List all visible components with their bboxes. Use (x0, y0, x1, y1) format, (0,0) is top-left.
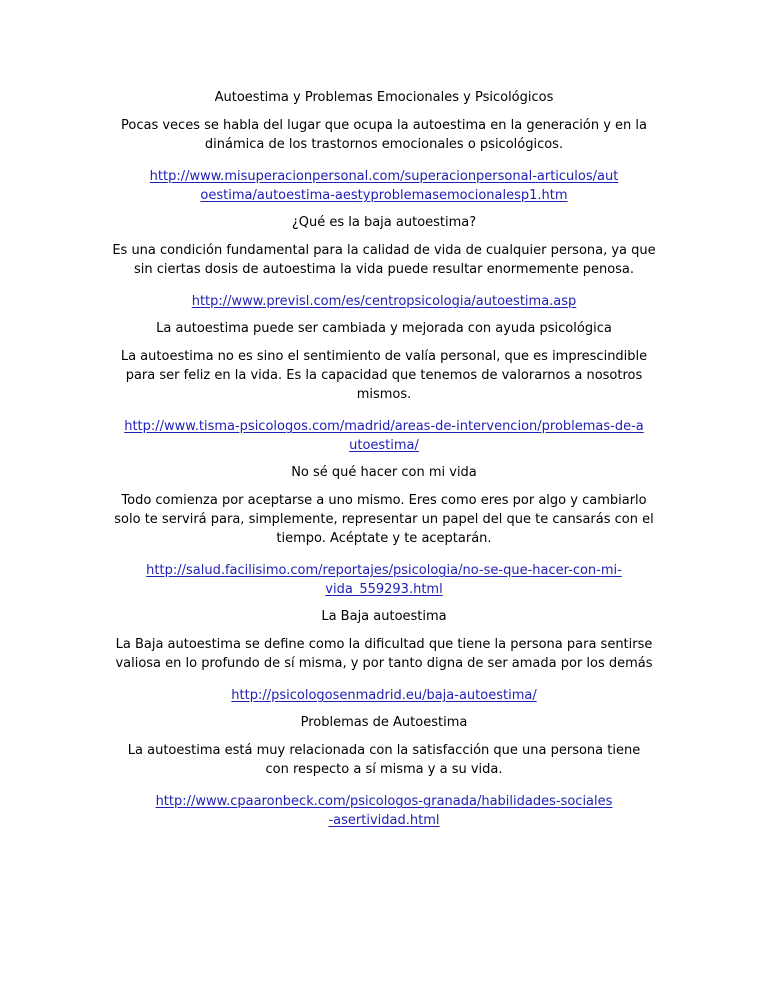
section-3-paragraph: La autoestima no es sino el sentimiento de valía personal, que es imprescindible para ser feliz en la vida. Es la capacidad que tenemos de valorarnos a nosotros mismos. (120, 349, 648, 402)
section-5-heading: La Baja autoestima (321, 609, 447, 624)
section-4-link[interactable]: http://salud.facilisimo.com/reportajes/psicologia/no-se-que-hacer-con-mi-vida_559293.html (146, 563, 622, 597)
section-6-heading: Problemas de Autoestima (300, 715, 468, 730)
section-5-link[interactable]: http://psicologosenmadrid.eu/baja-autoestima/ (231, 688, 537, 703)
section-1-link-wrapper (108, 167, 660, 205)
section-3-link-wrapper (108, 417, 660, 455)
section-1-paragraph: Pocas veces se habla del lugar que ocupa la autoestima en la generación y en la dinámica de los trastornos emocionales o psicológicos. (121, 118, 647, 152)
section-6-paragraph: La autoestima está muy relacionada con la satisfacción que una persona tiene con respecto a sí misma y a su vida. (127, 743, 641, 777)
section-4-link-wrapper (108, 561, 660, 599)
section-2-link-wrapper (108, 292, 660, 311)
section-5-link-wrapper (108, 686, 660, 705)
section-6-link[interactable]: http://www.cpaaronbeck.com/psicologos-granada/habilidades-sociales-asertividad.html (155, 794, 613, 828)
section-4-paragraph: Todo comienza por aceptarse a uno mismo. Eres como eres por algo y cambiarlo solo te servirá para, simplemente, representar un papel del que te cansarás con el tiempo. Acéptate y te aceptarán. (114, 493, 654, 546)
section-4-heading: No sé qué hacer con mi vida (291, 465, 477, 480)
section-5-paragraph: La Baja autoestima se define como la dificultad que tiene la persona para sentirse valiosa en lo profundo de sí misma, y por tanto digna de ser amada por los demás (115, 637, 653, 671)
section-2-heading: ¿Qué es la baja autoestima? (291, 215, 477, 230)
section-6-link-wrapper (108, 792, 660, 830)
section-3-link[interactable]: http://www.tisma-psicologos.com/madrid/areas-de-intervencion/problemas-de-autoestima/ (124, 419, 644, 453)
section-3-heading: La autoestima puede ser cambiada y mejorada con ayuda psicológica (156, 321, 612, 336)
section-1-link[interactable]: http://www.misuperacionpersonal.com/superacionpersonal-articulos/autoestima/autoestima-aestyproblemasemocionalesp1.htm (149, 169, 619, 203)
section-2-paragraph: Es una condición fundamental para la calidad de vida de cualquier persona, ya que sin ciertas dosis de autoestima la vida puede resultar enormemente penosa. (112, 243, 656, 277)
section-2-link[interactable]: http://www.previsl.com/es/centropsicologia/autoestima.asp (191, 294, 577, 309)
document-title: Autoestima y Problemas Emocionales y Psicológicos (214, 90, 554, 105)
